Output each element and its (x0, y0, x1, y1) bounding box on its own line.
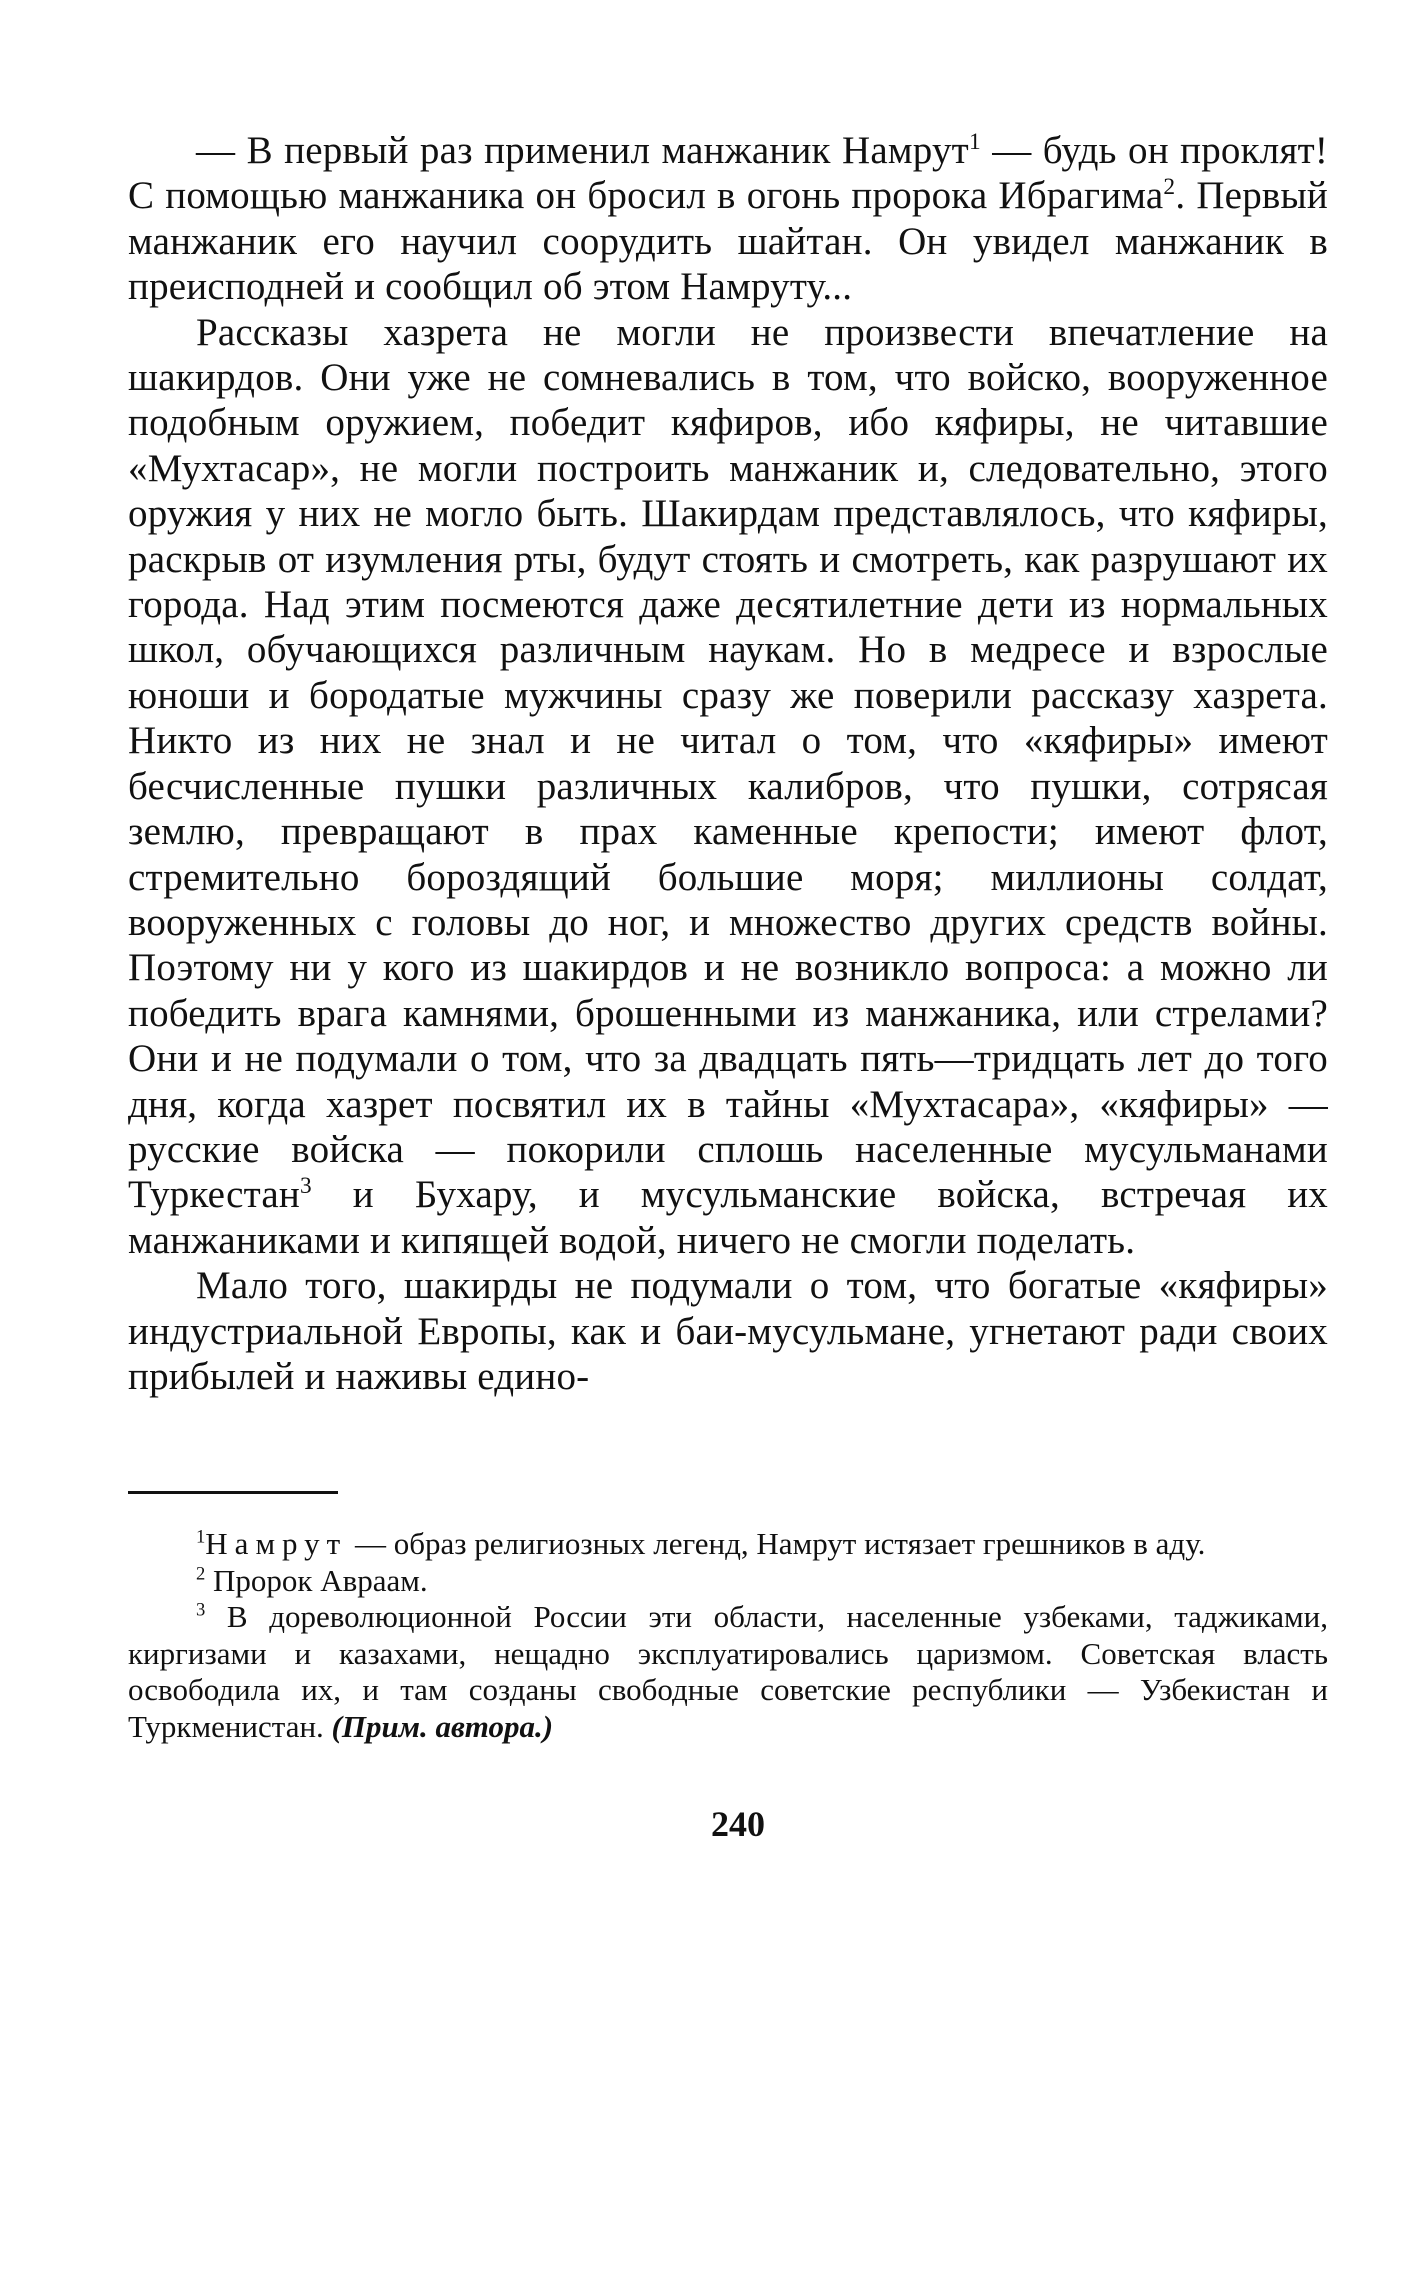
paragraph-2 (128, 310, 1328, 1264)
footnote-marker-2: 2 (1163, 174, 1176, 201)
paragraph-2-text-end: и Бухару, и мусульманские войска, встречая их манжаниками и кипящей водой, ничего не смогли поделать. (128, 1173, 1328, 1262)
footnote-marker-1: 1 (968, 129, 981, 155)
main-text (128, 128, 1328, 1399)
footnote-1 (128, 1526, 1328, 1563)
footnote-2-mark: 2 (196, 1563, 206, 1585)
footnote-3 (128, 1599, 1328, 1745)
paragraph-2-text: Рассказы хазрета не могли не произвести впечатление на шакирдов. Они уже не сомневались в том, что войско, вооруженное подобным оружием, победит кяфиров, ибо кяфиры, не читавшие «Мухтасар», не могли построить манжаник и, следовательно, этого оружия у них не могло быть. Шакирдам представлялось, что кяфиры, раскрыв от изумления рты, будут стоять и смотреть, как разрушают их города. Над этим посмеются даже десятилетние дети из нормальных школ, обучающихся различным наукам. Но в медресе и взрослые юноши и бородатые мужчины сразу же поверили рассказу хазрета. Никто из них не знал и не читал о том, что «кяфиры» имеют бесчисленные пушки различных калибров, что пушки, сотрясая землю, превращают в прах каменные крепости; имеют флот, стремительно бороздящий большие моря; миллионы солдат, вооруженных с головы до ног, и множество других средств войны. Поэтому ни у кого из шакирдов и не возникло вопроса: а можно ли победить врага камнями, брошенными из манжаника, или стрелами? Они и не подумали о том, что за двадцать пять—тридцать лет до того дня, когда хазрет посвятил их в тайны «Мухтасара», «кяфиры» — русские войска — покорили сплошь населенные мусульманами Туркестан (128, 310, 1328, 1217)
paragraph-3-text: Мало того, шакирды не подумали о том, что богатые «кяфиры» индустриальной Европы, как и баи-мусульмане, угнетают ради своих прибылей и наживы едино- (128, 1264, 1328, 1398)
page-number: 240 (711, 1804, 765, 1845)
footnote-divider (128, 1491, 338, 1494)
footnotes (128, 1526, 1328, 1745)
footnote-2-text: Пророк Авраам. (205, 1562, 428, 1598)
paragraph-1-text-start: — В первый раз применил манжаник Намрут (196, 129, 969, 172)
paragraph-1-text-end: . Первый манжаник его научил соорудить шайтан. Он увидел манжаник в преисподней и сообщил об этом Намруту... (128, 174, 1328, 309)
paragraph-1 (128, 128, 1328, 310)
footnote-1-mark: 1 (196, 1527, 206, 1549)
footnote-marker-3: 3 (299, 1173, 312, 1200)
paragraph-1-text-middle: — будь он проклят! С помощью манжаника он бросил в огонь пророка Ибрагима (128, 129, 1329, 218)
footnote-3-text: В дореволюционной России эти области, населенные узбеками, таджиками, киргизами и казахами, нещадно эксплуатировались царизмом. Советская власть освободила их, и там созданы свободные советские республики — Узбекистан и Туркменистан. (128, 1599, 1328, 1744)
footnote-1-text: — образ религиозных легенд, Намрут истязает грешников в аду. (347, 1526, 1206, 1562)
paragraph-3 (128, 1263, 1328, 1399)
footnote-1-term: Намрут (205, 1526, 348, 1562)
author-note: (Прим. автора.) (331, 1708, 554, 1744)
footnote-3-mark: 3 (196, 1600, 206, 1622)
book-page (128, 128, 1328, 1845)
footnote-2 (128, 1563, 1328, 1600)
